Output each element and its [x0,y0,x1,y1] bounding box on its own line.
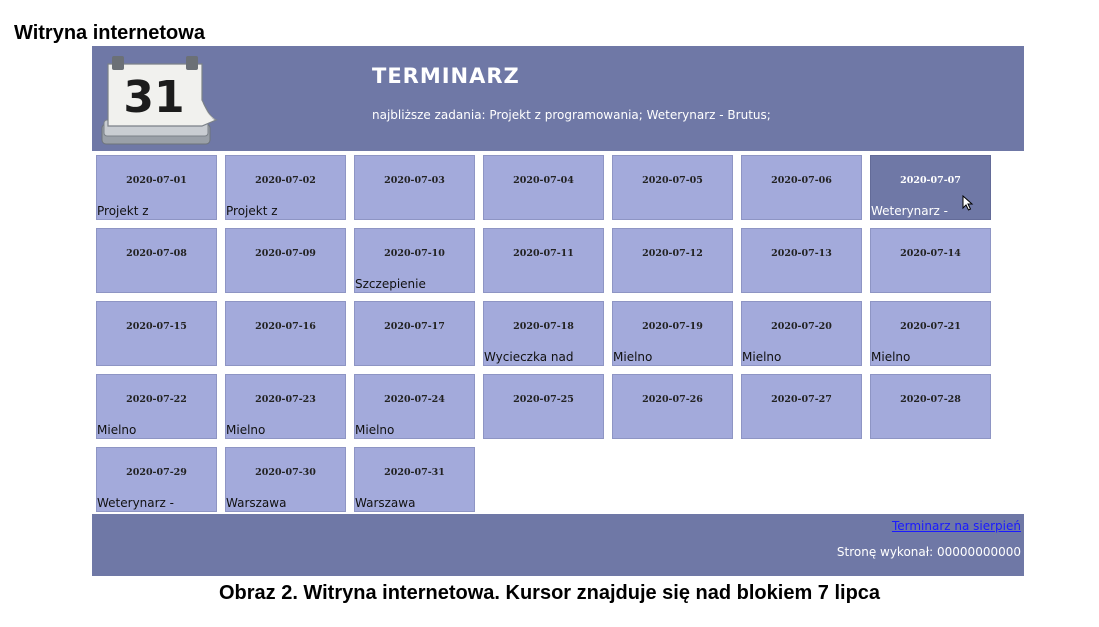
day-date: 2020-07-15 [126,321,187,332]
day-task: Projekt z [226,204,278,218]
day-date: 2020-07-04 [513,175,574,186]
day-task: Warszawa [226,496,287,510]
day-date: 2020-07-14 [900,248,961,259]
day-tile[interactable] [483,301,604,366]
day-date: 2020-07-20 [771,321,832,332]
day-task: Mielno [871,350,911,364]
day-task: Mielno [613,350,653,364]
website-screenshot [92,46,1024,576]
day-task: Mielno [355,423,395,437]
day-date: 2020-07-06 [771,175,832,186]
day-tile[interactable] [741,374,862,439]
day-tile[interactable] [612,374,733,439]
mouse-cursor-icon [962,195,974,211]
day-tile[interactable] [870,228,991,293]
day-date: 2020-07-21 [900,321,961,332]
day-tile[interactable] [870,301,991,366]
calendar-icon [98,50,218,148]
author-credit: Stronę wykonał: 00000000000 [836,545,1021,559]
day-date: 2020-07-25 [513,394,574,405]
day-date: 2020-07-29 [126,467,187,478]
day-task: Projekt z [97,204,149,218]
day-tile[interactable] [741,228,862,293]
day-tile[interactable] [354,228,475,293]
document-heading: Witryna internetowa [14,22,205,44]
upcoming-tasks: najbliższe zadania: Projekt z programowania; Weterynarz - Brutus; [372,108,771,122]
day-tile[interactable] [870,374,991,439]
day-tile[interactable] [96,301,217,366]
day-tile[interactable] [741,301,862,366]
calendar-icon-number: 31 [123,72,185,123]
day-date: 2020-07-16 [255,321,316,332]
figure-caption: Obraz 2. Witryna internetowa. Kursor znajduje się nad blokiem 7 lipca [218,582,881,604]
day-tile[interactable] [612,301,733,366]
day-task: Mielno [742,350,782,364]
day-date: 2020-07-12 [642,248,703,259]
day-tile[interactable] [741,155,862,220]
site-title: TERMINARZ [372,64,520,88]
day-date: 2020-07-31 [384,467,445,478]
day-task: Weterynarz - [871,204,949,218]
day-date: 2020-07-01 [126,175,187,186]
day-tile[interactable] [225,228,346,293]
day-task: Warszawa [355,496,416,510]
day-date: 2020-07-27 [771,394,832,405]
day-tile[interactable] [225,447,346,512]
day-date: 2020-07-02 [255,175,316,186]
day-tile[interactable] [96,228,217,293]
day-tile[interactable] [96,447,217,512]
day-tile[interactable] [354,447,475,512]
day-date: 2020-07-19 [642,321,703,332]
day-date: 2020-07-26 [642,394,703,405]
day-tile[interactable] [483,228,604,293]
day-tile[interactable] [225,374,346,439]
site-banner [92,46,1024,151]
day-task: Wycieczka nad [484,350,574,364]
calendar-grid [96,155,991,512]
day-date: 2020-07-10 [384,248,445,259]
day-date: 2020-07-05 [642,175,703,186]
day-task: Weterynarz - [97,496,175,510]
day-date: 2020-07-30 [255,467,316,478]
day-tile[interactable] [96,155,217,220]
day-task: Szczepienie [355,277,426,291]
day-tile[interactable] [225,301,346,366]
day-tile[interactable] [96,374,217,439]
day-date: 2020-07-11 [513,248,574,259]
site-footer [92,514,1024,576]
day-date: 2020-07-07 [900,175,961,186]
day-tile[interactable] [612,228,733,293]
day-tile[interactable] [483,374,604,439]
day-task: Mielno [97,423,137,437]
day-tile[interactable] [612,155,733,220]
day-task: Mielno [226,423,266,437]
day-tile[interactable] [870,155,991,220]
day-date: 2020-07-23 [255,394,316,405]
day-tile[interactable] [354,301,475,366]
day-date: 2020-07-08 [126,248,187,259]
day-tile[interactable] [225,155,346,220]
day-tile[interactable] [354,155,475,220]
day-date: 2020-07-22 [126,394,187,405]
day-tile[interactable] [483,155,604,220]
day-tile[interactable] [354,374,475,439]
day-date: 2020-07-28 [900,394,961,405]
day-date: 2020-07-03 [384,175,445,186]
day-date: 2020-07-13 [771,248,832,259]
day-date: 2020-07-17 [384,321,445,332]
day-date: 2020-07-24 [384,394,445,405]
day-date: 2020-07-09 [255,248,316,259]
next-month-link[interactable]: Terminarz na sierpień [891,519,1021,533]
day-date: 2020-07-18 [513,321,574,332]
